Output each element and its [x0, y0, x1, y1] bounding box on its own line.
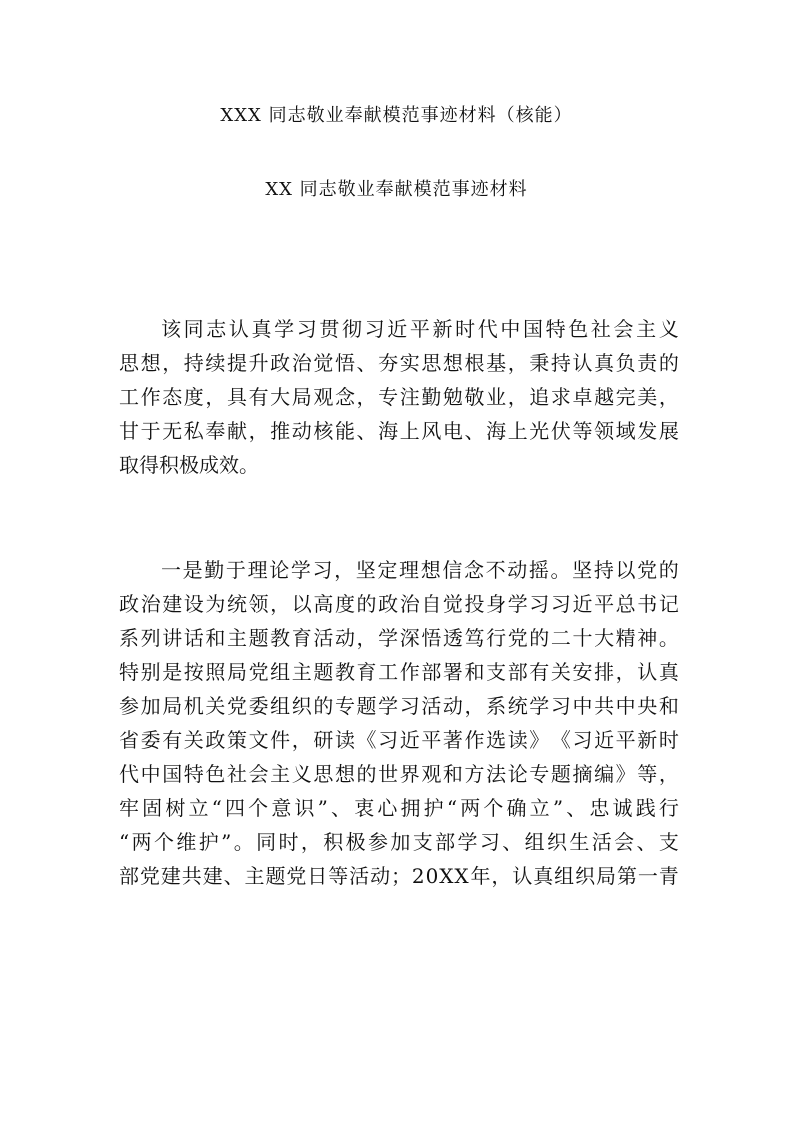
paragraph-line: 特 别 是 按 照 局 党 组 主 题 教 育 工 作 部 署 和 支 部 有 关 安 排 ， 认 真 — [119, 660, 679, 684]
paragraph-line: 政 治 建 设 为 统 领 ， 以 高 度 的 政 治 自 觉 投 身 学 习 习 近 平 总 书 记 — [119, 592, 679, 616]
paragraph-1 — [119, 312, 679, 482]
document-title: XXX 同志敬业奉献模范事迹材料（核能） — [220, 105, 573, 126]
document-subtitle: XX 同志敬业奉献模范事迹材料 — [265, 179, 528, 200]
paragraph-line: 牢 固 树 立 “ 四 个 意 识 ” 、 衷 心 拥 护 “ 两 个 确 立 ” 、 忠 诚 践 行 — [119, 796, 679, 820]
paragraph-line: 取得积极成效。 — [119, 453, 259, 477]
paragraph-line: 甘 于 无 私 奉 献 ， 推 动 核 能 、 海 上 风 电 、 海 上 光 伏 等 领 域 发 展 — [119, 419, 679, 443]
paragraph-line: 一 是 勤 于 理 论 学 习 ， 坚 定 理 想 信 念 不 动 摇 。 坚 持 以 党 的 — [161, 558, 679, 582]
paragraph-line: 工 作 态 度 ， 具 有 大 局 观 念 ， 专 注 勤 勉 敬 业 ， 追 求 卓 越 完 美 ， — [119, 385, 679, 409]
paragraph-line: 系 列 讲 话 和 主 题 教 育 活 动 ， 学 深 悟 透 笃 行 党 的 二 十 大 精 神 。 — [119, 626, 679, 650]
paragraph-line: 省 委 有 关 政 策 文 件 ， 研 读 《 习 近 平 著 作 选 读 》 《 习 近 平 新 时 — [119, 728, 679, 752]
paragraph-line: 参 加 局 机 关 党 委 组 织 的 专 题 学 习 活 动 ， 系 统 学 习 中 共 中 央 和 — [119, 694, 679, 718]
paragraph-line: “ 两 个 维 护 ” 。 同 时 ， 积 极 参 加 支 部 学 习 、 组 织 生 活 会 、 支 — [119, 830, 679, 854]
paragraph-2 — [119, 553, 679, 893]
paragraph-line: 思 想 ， 持 续 提 升 政 治 觉 悟 、 夯 实 思 想 根 基 ， 秉 持 认 真 负 责 的 — [119, 351, 679, 375]
paragraph-line: 代 中 国 特 色 社 会 主 义 思 想 的 世 界 观 和 方 法 论 专 题 摘 编 》 等 ， — [119, 762, 679, 786]
paragraph-line: 该 同 志 认 真 学 习 贯 彻 习 近 平 新 时 代 中 国 特 色 社 会 主 义 — [161, 317, 679, 341]
paragraph-line: 部 党 建 共 建 、 主 题 党 日 等 活 动 ； 2 0 X X 年 ， 认 真 组 织 局 第 一 青 — [119, 864, 679, 888]
